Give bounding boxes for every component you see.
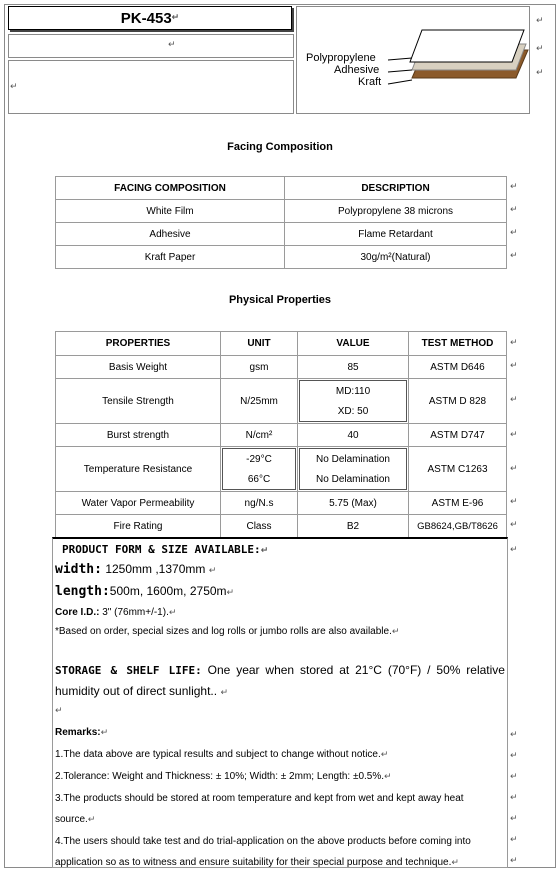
remark-item-text: 2.Tolerance: Weight and Thickness: ± 10%; Width: ± 2mm; Length: ±0.5%. [55,771,385,782]
property-cell: Burst strength [56,424,221,447]
facing-col-description: DESCRIPTION [285,177,507,200]
unit-cell [221,447,298,492]
length-value: 500m, 1600m, 2750m [109,584,227,598]
value-cell: 85 [298,356,409,379]
paragraph-mark-icon: ↵ [208,566,217,576]
paragraph-mark-icon: ↵ [510,793,518,803]
header-blank-box-1 [8,34,294,58]
length-line [55,584,234,599]
facing-cell: White Film [56,200,285,223]
table-row [56,356,507,379]
remark-item-text: 3.The products should be stored at room temperature and kept from wet and kept away heat source. [55,793,464,825]
paragraph-mark-icon: ↵ [510,520,518,530]
paragraph-mark-icon: ↵ [510,182,518,192]
facing-col-composition: FACING COMPOSITION [56,177,285,200]
product-code-box [8,6,292,30]
value-cell: B2 [298,515,409,538]
value-line: No Delamination [316,453,390,465]
layer-label-polypropylene: Polypropylene [306,52,376,64]
paragraph-mark-icon: ↵ [380,750,389,760]
table-row [56,492,507,515]
paragraph-mark-icon: ↵ [510,251,518,261]
value-cell: 5.75 (Max) [298,492,409,515]
paragraph-mark-icon: ↵ [100,728,109,738]
property-cell: Tensile Strength [56,379,221,424]
unit-cell: N/cm² [221,424,298,447]
paragraph-mark-icon: ↵ [510,545,518,555]
table-row [56,447,507,492]
paragraph-mark-icon: ↵ [510,814,518,824]
facing-cell: Polypropylene 38 microns [285,200,507,223]
physical-table [55,331,507,538]
method-cell: ASTM D747 [409,424,507,447]
header-blank-box-2 [8,60,294,114]
width-label: width: [55,562,102,577]
paragraph-mark-icon: ↵ [510,730,518,740]
paragraph-mark-icon: ↵ [510,497,518,507]
product-form-heading-text: PRODUCT FORM & SIZE AVAILABLE: [62,543,261,556]
facing-cell: 30g/m²(Natural) [285,246,507,269]
remark-item-text: 4.The users should take test and do trial-application on the above products before coming into application so as to witness and ensure suitability for their special purpose and technique. [55,836,471,868]
property-cell: Fire Rating [56,515,221,538]
value-line: XD: 50 [337,405,369,417]
property-cell: Basis Weight [56,356,221,379]
table-row [56,379,507,424]
table-row [56,223,507,246]
table-row [56,246,507,269]
product-form-heading [62,543,268,556]
paragraph-mark-icon: ↵ [220,688,228,698]
paragraph-mark-icon: ↵ [10,82,18,92]
paragraph-mark-icon: ↵ [510,835,518,845]
paragraph-mark-icon: ↵ [510,856,518,866]
physical-col-unit: UNIT [221,332,298,356]
paragraph-mark-icon: ↵ [168,40,176,50]
physical-col-properties: PROPERTIES [56,332,221,356]
remark-item [55,766,500,788]
paragraph-mark-icon: ↵ [451,858,459,868]
facing-title: Facing Composition [227,141,333,153]
storage-heading: STORAGE & SHELF LIFE: [55,664,202,677]
facing-table [55,176,507,269]
storage-block [55,660,505,704]
remarks-heading-text: Remarks: [55,727,101,738]
value-cell: 40 [298,424,409,447]
paragraph-mark-icon: ↵ [226,588,235,598]
core-value: 3" (76mm+/-1). [102,607,169,618]
value-line: MD:110 [335,385,371,397]
polypropylene-layer [410,30,524,62]
remark-item-text: 1.The data above are typical results and subject to change without notice. [55,749,381,760]
unit-line: -29°C [246,453,272,465]
unit-cell: gsm [221,356,298,379]
paragraph-mark-icon: ↵ [536,68,544,78]
layer-label-adhesive: Adhesive [334,64,380,76]
property-cell: Water Vapor Permeability [56,492,221,515]
table-row [56,200,507,223]
unit-line: 66°C [247,473,271,485]
method-cell: ASTM D646 [409,356,507,379]
method-cell: ASTM D 828 [409,379,507,424]
table-row [56,424,507,447]
paragraph-mark-icon: ↵ [510,430,518,440]
length-label: length: [55,584,110,599]
paragraph-mark-icon: ↵ [510,772,518,782]
property-cell: Temperature Resistance [56,447,221,492]
availability-note [55,626,399,637]
paragraph-mark-icon: ↵ [510,464,518,474]
physical-title: Physical Properties [228,294,332,306]
value-cell [298,447,409,492]
facing-cell: Flame Retardant [285,223,507,246]
paragraph-mark-icon: ↵ [510,228,518,238]
paragraph-mark-icon: ↵ [536,16,544,26]
paragraph-mark-icon: ↵ [171,13,180,23]
width-value: 1250mm ,1370mm [105,562,206,576]
method-cell: ASTM E-96 [409,492,507,515]
product-code: PK-453 [120,9,172,27]
paragraph-mark-icon: ↵ [510,361,518,371]
storage-text: One year when stored at 21°C (70°F) / 50% relative humidity out of direct sunlight.. [55,663,505,698]
method-cell: GB8624,GB/T8626 [409,515,507,538]
paragraph-mark-icon: ↵ [168,608,177,618]
paragraph-mark-icon: ↵ [536,44,544,54]
paragraph-mark-icon: ↵ [55,706,63,716]
unit-cell: ng/N.s [221,492,298,515]
remarks-heading [55,722,500,744]
paragraph-mark-icon: ↵ [510,338,518,348]
core-line [55,607,176,618]
remark-item [55,788,500,831]
table-row [56,515,507,538]
paragraph-mark-icon: ↵ [87,815,96,825]
value-line: No Delamination [316,473,390,485]
paragraph-mark-icon: ↵ [510,395,518,405]
paragraph-mark-icon: ↵ [384,772,392,782]
paragraph-mark-icon: ↵ [391,627,400,637]
paragraph-mark-icon: ↵ [510,205,518,215]
paragraph-mark-icon: ↵ [510,751,518,761]
physical-col-value: VALUE [298,332,409,356]
remarks-block [55,722,500,874]
remark-item [55,744,500,766]
method-cell: ASTM C1263 [409,447,507,492]
facing-cell: Adhesive [56,223,285,246]
facing-cell: Kraft Paper [56,246,285,269]
unit-cell: N/25mm [221,379,298,424]
remark-item [55,831,500,874]
width-line [55,562,216,577]
availability-note-text: *Based on order, special sizes and log rolls or jumbo rolls are also available. [55,626,392,637]
physical-col-test-method: TEST METHOD [409,332,507,356]
unit-cell: Class [221,515,298,538]
paragraph-mark-icon: ↵ [260,546,269,556]
layer-label-kraft: Kraft [358,76,382,88]
value-cell [298,379,409,424]
core-label: Core I.D.: [55,607,100,618]
